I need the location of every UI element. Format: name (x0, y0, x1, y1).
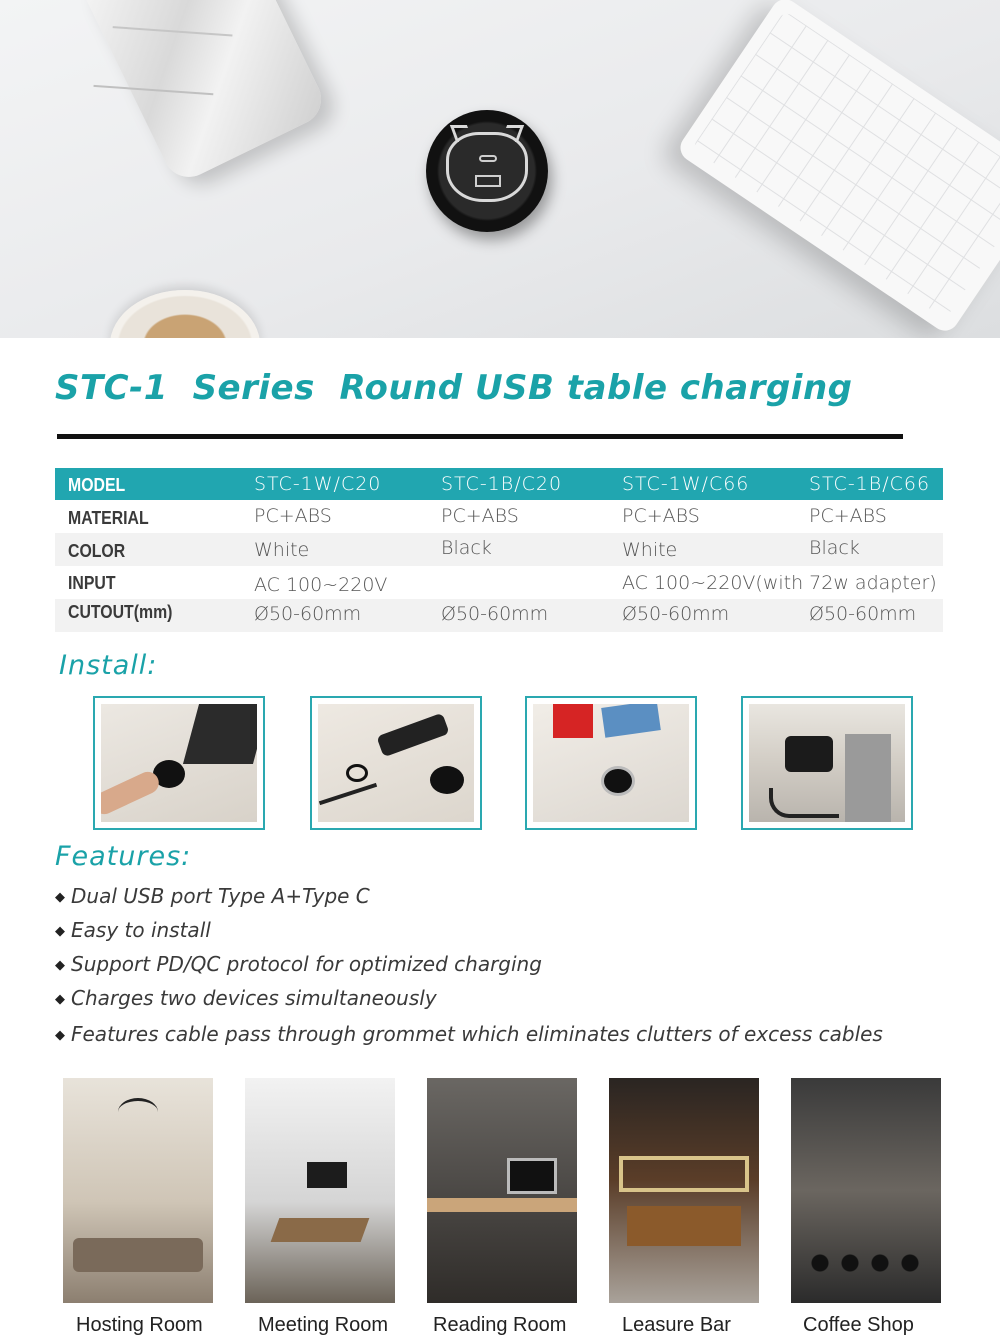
spec-model-4: STC-1B/C66 (809, 473, 931, 495)
diamond-bullet-icon: ◆ (55, 992, 65, 1007)
spec-label-model: MODEL (68, 475, 126, 495)
spec-label-color: COLOR (68, 541, 126, 561)
spec-row-cutout (55, 599, 943, 632)
room-photo-meeting (245, 1078, 395, 1303)
spec-cell: Black (441, 537, 492, 559)
spec-model-2: STC-1B/C20 (441, 473, 563, 495)
spec-cell: White (622, 539, 678, 561)
spec-cell: White (254, 539, 310, 561)
diamond-bullet-icon: ◆ (55, 924, 65, 939)
coffee-cup-image (110, 290, 260, 338)
spec-header-row (55, 468, 943, 500)
spec-cell: PC+ABS (622, 505, 700, 527)
feature-item: ◆ Dual USB port Type A+Type C (55, 884, 370, 908)
page-title: STC-1 Series Round USB table charging (55, 368, 853, 408)
spec-cell: PC+ABS (809, 505, 887, 527)
spec-table (55, 468, 943, 632)
phone-image (76, 0, 330, 186)
install-step-2-image (310, 696, 482, 830)
title-divider (57, 434, 903, 439)
room-photo-bar (609, 1078, 759, 1303)
spec-cell: Ø50-60mm (254, 603, 362, 625)
room-label-hosting: Hosting Room (76, 1314, 203, 1336)
room-photo-coffee (791, 1078, 941, 1303)
spec-cell: Ø50-60mm (441, 603, 549, 625)
install-step-3-image (525, 696, 697, 830)
spec-label-input: INPUT (68, 573, 116, 593)
install-step-4-image (741, 696, 913, 830)
diamond-bullet-icon: ◆ (55, 958, 65, 973)
spec-cell: Ø50-60mm (809, 603, 917, 625)
spec-cell: PC+ABS (441, 505, 519, 527)
room-photo-hosting (63, 1078, 213, 1303)
room-photo-reading (427, 1078, 577, 1303)
spec-label-cutout: CUTOUT(mm) (68, 602, 173, 622)
feature-item: ◆ Support PD/QC protocol for optimized charging (55, 952, 542, 976)
diamond-bullet-icon: ◆ (55, 890, 65, 905)
room-label-reading: Reading Room (433, 1314, 567, 1336)
spec-cell: Black (809, 537, 860, 559)
spec-row-material (55, 500, 943, 533)
spec-model-1: STC-1W/C20 (254, 473, 382, 495)
hero-photo (0, 0, 1000, 338)
diamond-bullet-icon: ◆ (55, 1028, 65, 1043)
spec-cell: AC 100~220V(with 72w adapter) (622, 572, 937, 594)
spec-cell: Ø50-60mm (622, 603, 730, 625)
keyboard-image (675, 0, 1000, 336)
room-label-coffee: Coffee Shop (803, 1314, 914, 1336)
feature-item: ◆ Easy to install (55, 918, 211, 942)
usb-a-port-icon (475, 175, 501, 187)
install-heading: Install: (59, 650, 158, 681)
feature-item: ◆ Features cable pass through grommet which eliminates clutters of excess cables (55, 1022, 883, 1046)
features-heading: Features: (55, 841, 192, 872)
feature-item: ◆ Charges two devices simultaneously (55, 986, 437, 1010)
usb-c-port-icon (479, 155, 497, 162)
room-label-meeting: Meeting Room (258, 1314, 389, 1336)
usb-socket-image (426, 110, 548, 232)
install-step-1-image (93, 696, 265, 830)
spec-cell: PC+ABS (254, 505, 332, 527)
spec-label-material: MATERIAL (68, 508, 149, 528)
spec-model-3: STC-1W/C66 (622, 473, 750, 495)
spec-row-color (55, 533, 943, 566)
spec-row-input (55, 566, 943, 599)
room-label-bar: Leasure Bar (622, 1314, 731, 1336)
spec-cell: AC 100~220V (254, 574, 388, 596)
